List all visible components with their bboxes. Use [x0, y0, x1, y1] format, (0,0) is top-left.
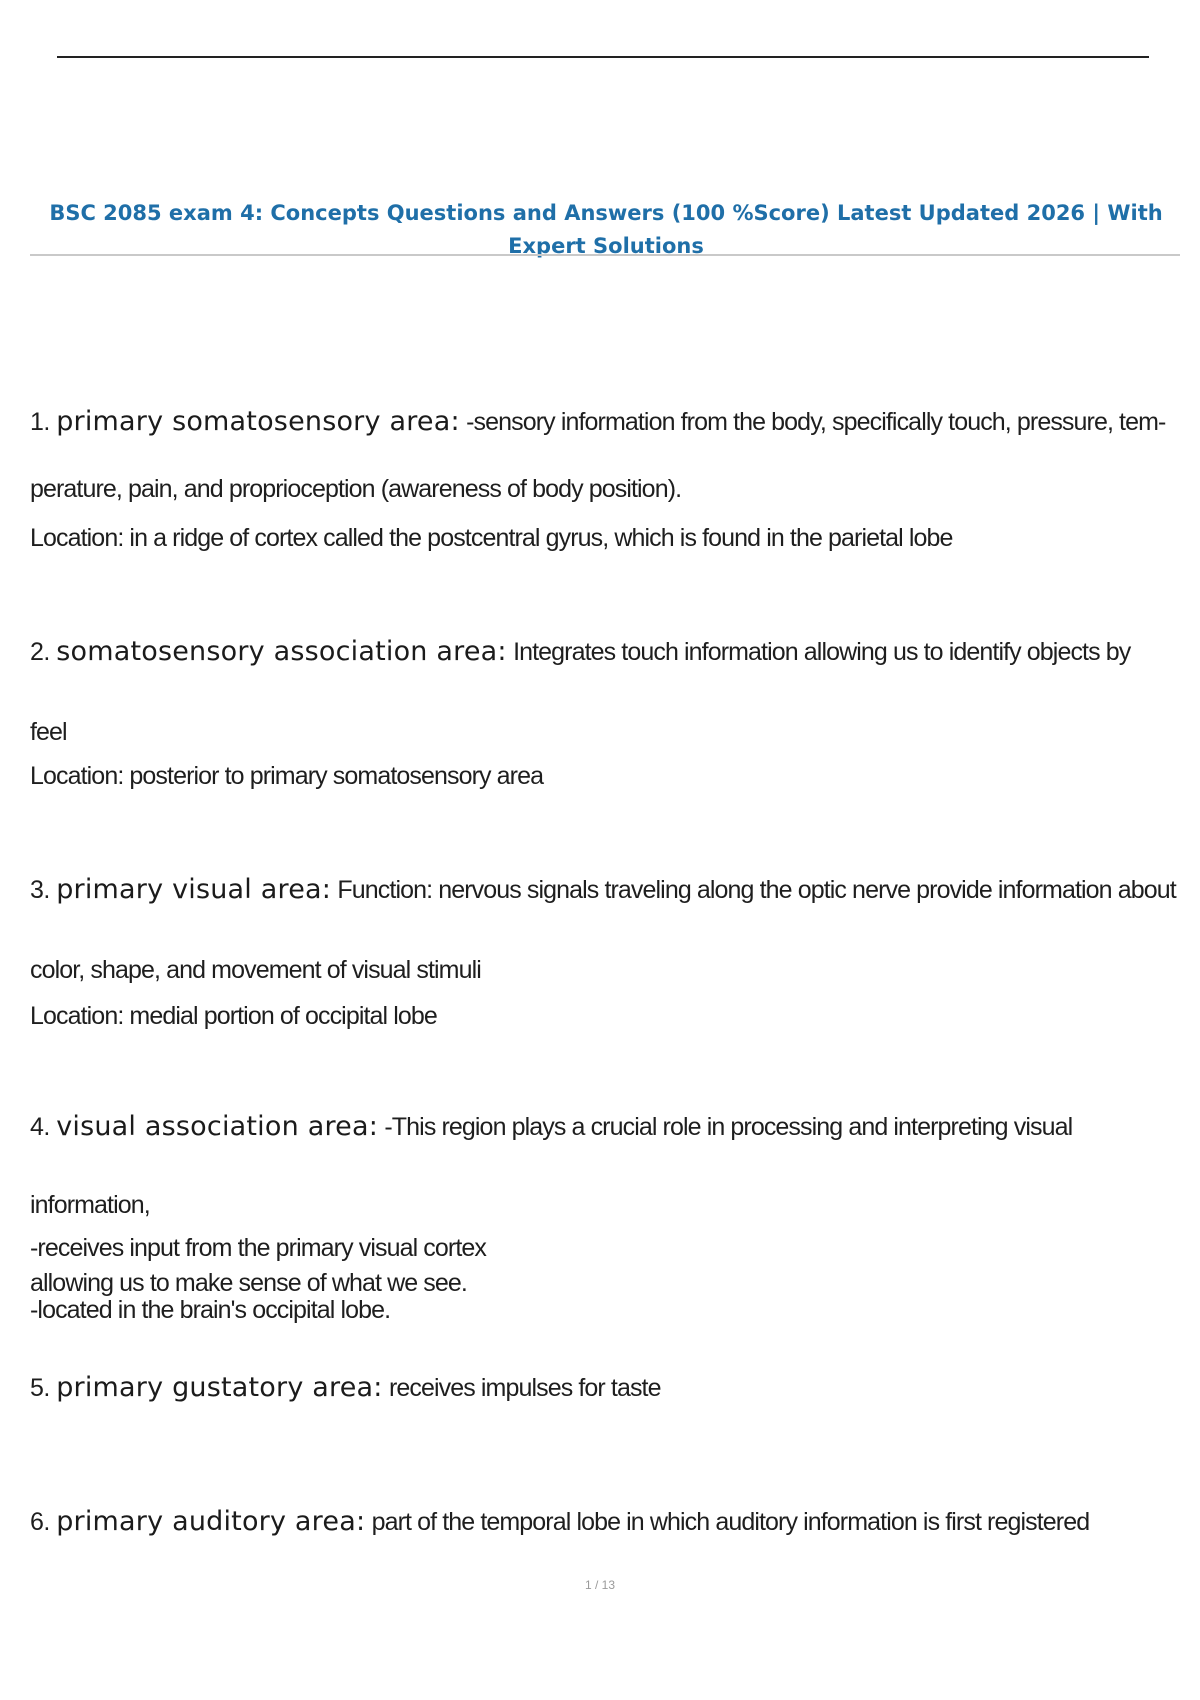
- item-answer-continued: feel: [30, 718, 67, 746]
- qa-item-4: [30, 1088, 1180, 1322]
- document-title: BSC 2085 exam 4: Concepts Questions and Answers (100 %Score) Latest Updated 2026 | With Expert Solutions: [49, 201, 1163, 258]
- item-answer: receives impulses for taste: [388, 1374, 661, 1402]
- qa-item-1: [30, 388, 1180, 523]
- item-number: 1.: [30, 408, 50, 436]
- item-term: visual association area:: [56, 1111, 379, 1142]
- item-answer: Integrates touch information allowing us to identify objects by: [513, 638, 1131, 666]
- item-number: 3.: [30, 876, 50, 904]
- qa-item-2: [30, 612, 1180, 772]
- item-answer: -sensory information from the body, specifically touch, pressure, tem-: [466, 408, 1166, 436]
- item-term: primary visual area:: [56, 874, 332, 905]
- item-number: 5.: [30, 1374, 50, 1402]
- item-detail: -receives input from the primary visual cortex: [30, 1234, 486, 1262]
- item-detail: Location: posterior to primary somatosensory area: [30, 762, 544, 790]
- item-answer-continued: color, shape, and movement of visual stimuli: [30, 956, 481, 984]
- item-answer-continued: allowing us to make sense of what we see.: [30, 1269, 467, 1297]
- item-answer: Function: nervous signals traveling along the optic nerve provide information about: [337, 876, 1176, 904]
- item-number: 6.: [30, 1508, 50, 1536]
- page-number: 1 / 13: [584, 1578, 616, 1592]
- item-detail: Location: medial portion of occipital lobe: [30, 1002, 437, 1030]
- item-detail: -located in the brain's occipital lobe.: [30, 1296, 391, 1324]
- item-number: 4.: [30, 1113, 50, 1141]
- item-term: somatosensory association area:: [56, 636, 507, 667]
- qa-item-3: [30, 850, 1180, 1010]
- item-term: primary somatosensory area:: [56, 406, 460, 437]
- item-answer: -This region plays a crucial role in processing and interpreting visual information,: [30, 1113, 1073, 1219]
- item-detail: Location: in a ridge of cortex called the postcentral gyrus, which is found in the parietal lobe: [30, 524, 953, 552]
- title-underline: [30, 254, 1180, 256]
- item-answer: part of the temporal lobe in which auditory information is first registered: [371, 1508, 1090, 1536]
- item-number: 2.: [30, 638, 50, 666]
- qa-item-6: [30, 1498, 1180, 1546]
- item-term: primary auditory area:: [56, 1506, 366, 1537]
- item-answer-continued: perature, pain, and proprioception (awareness of body position).: [30, 475, 682, 503]
- item-term: primary gustatory area:: [56, 1372, 383, 1403]
- qa-item-5: [30, 1364, 1180, 1412]
- top-rule: [57, 56, 1149, 58]
